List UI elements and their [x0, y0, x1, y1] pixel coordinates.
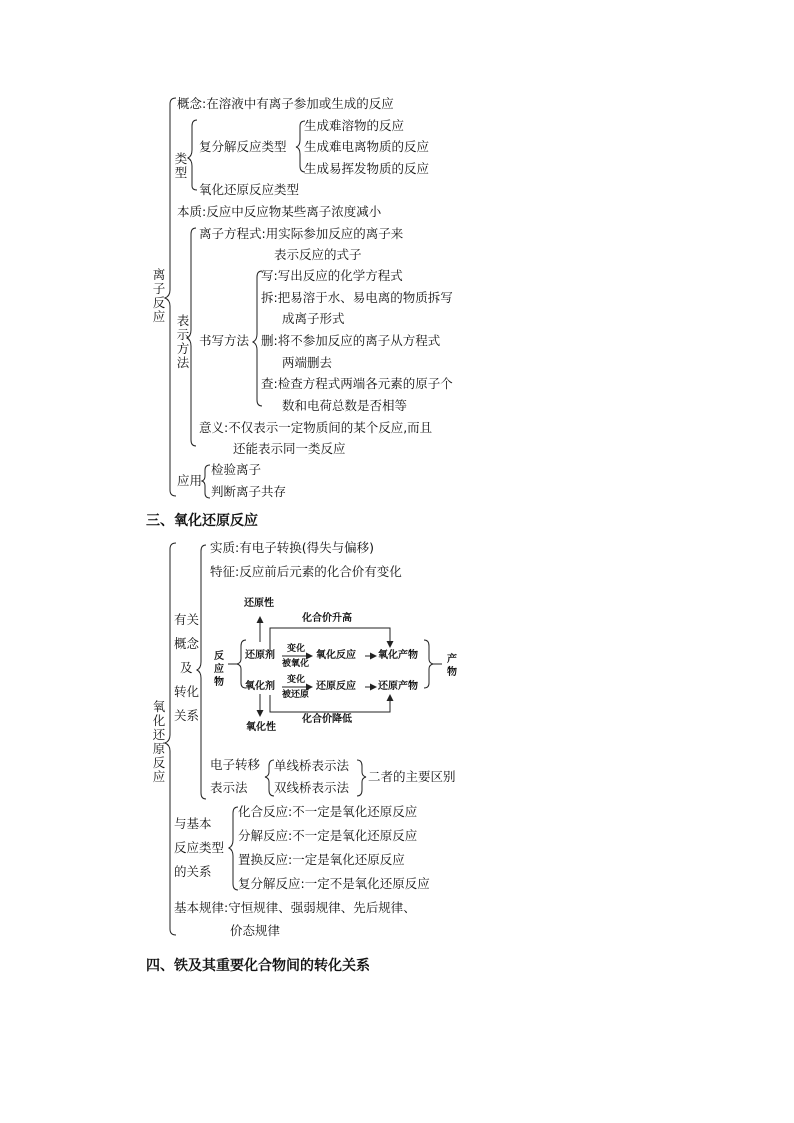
change-bottom-label: 变化 — [287, 675, 306, 685]
app-item: 判断离子共存 — [211, 484, 287, 499]
basic-rules-line2: 价态规律 — [230, 923, 281, 938]
writing-step: 写:写出反应的化学方程式 — [261, 268, 403, 283]
concepts-label-line: 关系 — [174, 708, 200, 723]
basic-types-label-line: 与基本 — [174, 816, 212, 831]
expr-method-label: 表示方法 — [176, 313, 190, 370]
dd-item: 生成易挥发物质的反应 — [304, 161, 430, 176]
valence-down-label: 化合价降低 — [302, 714, 352, 725]
main-difference: 二者的主要区别 — [368, 769, 456, 784]
reduction-reaction-label: 还原反应 — [316, 681, 356, 692]
transfer-label-line2: 表示法 — [210, 780, 248, 795]
oxidation-reaction-label: 氧化反应 — [316, 650, 356, 661]
concepts-label-line: 转化 — [174, 684, 200, 699]
writing-step: 数和电荷总数是否相等 — [282, 398, 408, 413]
dd-item: 生成难电离物质的反应 — [304, 139, 430, 154]
ion-concept: 概念:在溶液中有离子参加或生成的反应 — [177, 96, 394, 111]
redox-essence: 实质:有电子转换(得失与偏移) — [210, 540, 374, 555]
ion-reaction-title: 离子反应 — [152, 267, 166, 324]
ionic-eq-line2: 表示反应的式子 — [274, 247, 362, 262]
product-label: 产物 — [447, 654, 457, 678]
oxidant-label: 氧化剂 — [245, 681, 275, 692]
basic-rules-line1: 基本规律:守恒规律、强弱规律、先后规律、 — [174, 900, 416, 915]
basic-type-item: 复分解反应:一定不是氧化还原反应 — [238, 876, 430, 891]
concepts-label-line: 有关 — [174, 612, 200, 627]
writing-step: 删:将不参加反应的离子从方程式 — [261, 333, 441, 348]
basic-types-label-line: 的关系 — [174, 864, 212, 879]
writing-step: 查:检查方程式两端各元素的原子个 — [261, 376, 453, 391]
concepts-label-line: 概念 — [174, 636, 200, 651]
redox-feature: 特征:反应前后元素的化合价有变化 — [210, 564, 402, 579]
oxidizability-label: 氧化性 — [246, 722, 276, 733]
writing-step: 成离子形式 — [282, 311, 345, 326]
single-bridge: 单线桥表示法 — [274, 758, 350, 773]
basic-types-label-line: 反应类型 — [174, 840, 225, 855]
reducibility-label: 还原性 — [244, 598, 274, 609]
heading-redox: 三、氧化还原反应 — [146, 513, 258, 529]
app-item: 检验离子 — [211, 462, 262, 477]
ionic-eq-line1: 离子方程式:用实际参加反应的离子来 — [199, 226, 404, 241]
writing-step: 两端删去 — [282, 355, 333, 370]
double-bridge: 双线桥表示法 — [274, 780, 350, 795]
basic-type-item: 化合反应:不一定是氧化还原反应 — [238, 804, 418, 819]
change-top-label: 变化 — [287, 644, 306, 654]
basic-type-item: 置换反应:一定是氧化还原反应 — [238, 852, 405, 867]
reduction-product-label: 还原产物 — [378, 681, 418, 692]
transfer-label-line1: 电子转移 — [210, 757, 261, 772]
double-decomp-type: 复分解反应类型 — [199, 139, 287, 154]
concepts-label-line: 及 — [180, 660, 193, 675]
reduced-label: 被还原 — [282, 690, 310, 700]
writing-method-label: 书写方法 — [199, 333, 250, 348]
meaning-line2: 还能表示同一类反应 — [233, 441, 346, 456]
redox-title: 氧化还原反应 — [152, 699, 166, 784]
basic-type-item: 分解反应:不一定是氧化还原反应 — [238, 828, 418, 843]
types-label: 类型 — [174, 151, 188, 180]
writing-step: 拆:把易溶于水、易电离的物质拆写 — [261, 290, 453, 305]
redox-type: 氧化还原反应类型 — [199, 182, 300, 197]
reactant-label: 反应物 — [214, 651, 224, 688]
dd-item: 生成难溶物的反应 — [304, 118, 405, 133]
reducer-label: 还原剂 — [245, 650, 275, 661]
oxidation-product-label: 氧化产物 — [378, 650, 418, 661]
application-label: 应用 — [177, 473, 203, 488]
oxidized-label: 被氧化 — [282, 659, 310, 669]
heading-iron: 四、铁及其重要化合物间的转化关系 — [146, 958, 370, 974]
valence-up-label: 化合价升高 — [302, 613, 352, 624]
ion-essence: 本质:反应中反应物某些离子浓度减小 — [177, 204, 382, 219]
meaning-line1: 意义:不仅表示一定物质间的某个反应,而且 — [199, 420, 433, 435]
